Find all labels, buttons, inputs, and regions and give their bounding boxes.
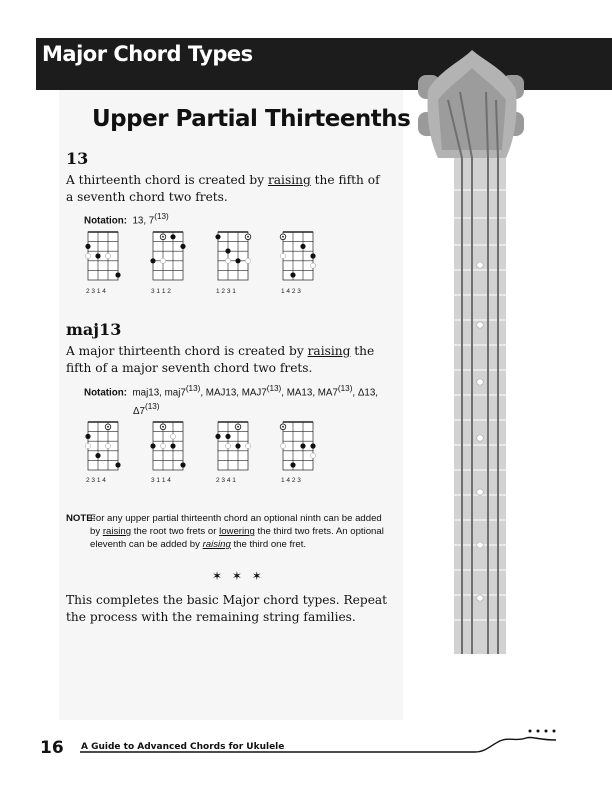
fingering-label: 1 2 3 1 <box>216 288 236 295</box>
desc-keyword: raising <box>307 344 351 358</box>
chord-diagram <box>280 232 315 280</box>
ukulele-neck-illustration <box>410 40 560 660</box>
note-fragment: the root two frets or <box>131 526 220 537</box>
notation-superscript: (13) <box>154 212 169 221</box>
page-title: Upper Partial Thirteenths <box>92 106 411 132</box>
note-keyword: lowering <box>219 526 255 537</box>
note-fragment: For any upper partial thirteenth chord an optional ninth can be added by <box>90 513 382 537</box>
note-label: NOTE: <box>66 513 96 524</box>
fingering-label: 1 4 2 3 <box>281 288 301 295</box>
notation-13 <box>84 210 169 228</box>
notation-symbols: , Δ13, <box>352 387 379 399</box>
note-fragment: the third one fret. <box>230 539 307 550</box>
section-separator: ✶ ✶ ✶ <box>212 569 265 583</box>
fingering-label: 2 3 1 4 <box>86 477 106 484</box>
desc-text: the fifth of a major seventh chord two frets. <box>66 344 375 375</box>
chord-diagram <box>215 422 250 470</box>
note-text <box>90 512 390 551</box>
note-fragment: the third two frets. An optional eleventh can be added by <box>90 526 384 550</box>
book-title: A Guide to Advanced Chords for Ukulele <box>81 742 285 752</box>
notation-superscript: (13) <box>266 384 282 393</box>
desc-text: the fifth of a seventh chord two frets. <box>66 173 380 204</box>
notation-symbols: 13, 7 <box>132 215 155 227</box>
fingering-label: 2 3 4 1 <box>216 477 236 484</box>
fingering-label: 2 3 1 4 <box>86 288 106 295</box>
footer-ornament <box>80 726 560 756</box>
note-keyword: raising <box>202 539 231 550</box>
notation-label: Notation: <box>84 387 127 399</box>
desc-text: A thirteenth chord is created by <box>66 173 268 187</box>
fingering-label: 3 1 1 2 <box>151 288 171 295</box>
notation-superscript: (13) <box>337 384 353 393</box>
chord-diagram <box>150 232 185 280</box>
notation-symbols: , MA13, MA7 <box>281 387 338 399</box>
note-keyword: raising <box>102 526 132 537</box>
chord-description-13 <box>66 172 386 206</box>
chord-diagram <box>85 422 120 470</box>
chord-heading-maj13: maj13 <box>66 320 122 339</box>
notation-label: Notation: <box>84 215 127 227</box>
desc-text: A major thirteenth chord is created by <box>66 344 308 358</box>
notation-symbols: maj13, maj7 <box>132 387 186 399</box>
notation-maj13 <box>84 382 400 419</box>
fingering-label: 1 4 2 3 <box>281 477 301 484</box>
chord-diagram <box>215 232 250 280</box>
chord-heading-13: 13 <box>66 149 89 168</box>
chord-diagram <box>150 422 185 470</box>
fingering-label: 3 1 1 4 <box>151 477 171 484</box>
notation-symbols: Δ7 <box>133 405 145 417</box>
chord-description-maj13 <box>66 343 402 377</box>
chord-diagram <box>85 232 120 280</box>
banner-title: Major Chord Types <box>42 42 253 66</box>
closing-paragraph: This completes the basic Major chord types. Repeat the process with the remaining string families. <box>66 593 388 624</box>
notation-superscript: (13) <box>185 384 201 393</box>
page-number: 16 <box>40 738 64 758</box>
chord-diagram <box>280 422 315 470</box>
desc-keyword: raising <box>267 173 311 187</box>
notation-superscript: (13) <box>145 402 160 412</box>
notation-symbols: , MAJ13, MAJ7 <box>200 387 267 399</box>
